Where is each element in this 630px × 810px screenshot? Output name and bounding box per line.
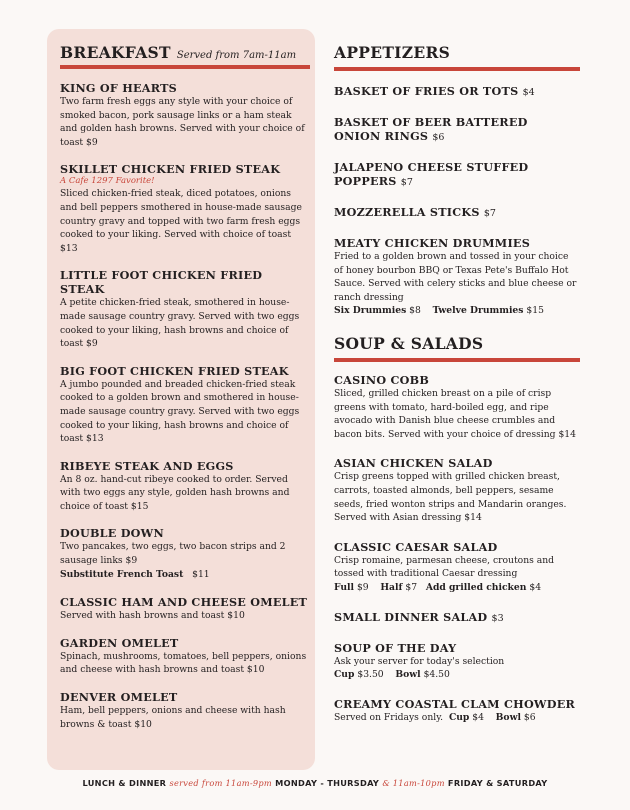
item-desc: Sliced, grilled chicken breast on a pile of crisp greens with tomato, hard-boiled egg, and ripe avocado with Danish blue cheese crumbles and bacon bits. Served with your choice of dressing $14 <box>334 387 576 440</box>
item-name <box>334 205 580 221</box>
item-price: $4 <box>522 87 535 98</box>
footer-weekend-hours: & 11am-10pm <box>382 778 445 788</box>
footer-weekday-hours: served from 11am-9pm <box>169 778 272 788</box>
item-desc: Crisp greens topped with grilled chicken breast, carrots, toasted almonds, bell peppers, sesame seeds, fried wonton strips and Mandarin oranges. Served with Asian dressing $14 <box>334 471 567 524</box>
soups-title: SOUP & SALADS <box>334 333 484 353</box>
item-name: SOUP OF THE DAY <box>334 640 457 655</box>
option-price: $4.50 <box>423 669 450 681</box>
item-title: BASKET OF FRIES OR TOTS <box>334 84 519 98</box>
option-label: Cup <box>334 669 355 681</box>
menu-item <box>334 456 580 524</box>
hours-footer <box>0 778 630 788</box>
option-label: Cup <box>448 711 470 723</box>
menu-item <box>60 526 310 581</box>
item-price: $6 <box>432 132 445 143</box>
appetizers-header <box>334 43 580 62</box>
breakfast-hours: Served from 7am-11am <box>176 50 297 61</box>
menu-item <box>60 690 310 731</box>
item-name: MEATY CHICKEN DRUMMIES <box>334 236 531 250</box>
option-label: Full <box>334 581 355 593</box>
breakfast-title: BREAKFAST <box>60 43 171 62</box>
option-price: $9 <box>356 581 369 593</box>
item-title: BASKET OF BEER BATTERED ONION RINGS <box>334 115 528 143</box>
menu-item <box>334 115 580 145</box>
right-column <box>334 43 580 724</box>
menu-item <box>60 364 310 446</box>
footer-weekend: FRIDAY & SATURDAY <box>447 778 548 788</box>
option-price: $4 <box>529 581 542 593</box>
item-name: SKILLET CHICKEN FRIED STEAK <box>60 162 281 177</box>
menu-item <box>334 641 580 682</box>
item-title: JALAPENO CHEESE STUFFED POPPERS <box>334 160 529 188</box>
item-desc: Sliced chicken-fried steak, diced potatoes, onions and bell peppers smothered in house-made sausage country gravy and topped with two farm fresh eggs cooked to your liking. Served with choice of toast $13 <box>60 188 302 254</box>
item-price: $7 <box>400 177 413 188</box>
item-desc: A jumbo pounded and breaded chicken-fried steak cooked to a golden brown and smothered in house-made sausage country gravy. Served with two eggs cooked to your liking, hash browns and choice of toast $13 <box>60 378 300 445</box>
item-name <box>334 610 580 626</box>
option-price: $6 <box>523 711 536 723</box>
menu-item <box>60 636 310 677</box>
item-price: $3 <box>491 612 504 624</box>
item-title: MOZZERELLA STICKS <box>334 205 480 219</box>
item-desc: Fried to a golden brown and tossed in your choice of honey bourbon BBQ or Texas Pete's Buffalo Hot Sauce. Served with celery sticks and blue cheese or ranch dressing <box>334 251 577 303</box>
item-name <box>334 115 534 145</box>
item-name: CREAMY COASTAL CLAM CHOWDER <box>334 696 576 711</box>
item-desc: A petite chicken-fried steak, smothered in house-made sausage country gravy. Served with two eggs cooked to your liking, hash browns and choice of toast $9 <box>60 297 300 350</box>
item-desc: Served with hash browns and toast $10 <box>60 610 245 622</box>
item-name: CASINO COBB <box>334 372 430 387</box>
section-rule <box>334 358 580 362</box>
item-name: BIG FOOT CHICKEN FRIED STEAK <box>60 363 289 378</box>
menu-item <box>60 459 310 514</box>
option-label: Bowl <box>495 711 521 723</box>
menu-item <box>334 84 580 100</box>
option-label: Add grilled chicken <box>425 581 527 593</box>
item-options <box>334 668 580 682</box>
menu-item <box>334 540 580 595</box>
option-label: Six Drummies <box>334 305 407 317</box>
menu-item <box>60 268 310 350</box>
option-label: Substitute French Toast <box>60 568 184 580</box>
option-price: $4 <box>472 711 484 723</box>
item-desc: An 8 oz. hand-cut ribeye cooked to order. Served with two eggs any style, golden hash browns and choice of toast $15 <box>60 473 290 512</box>
item-name <box>334 84 580 100</box>
option-price: $7 <box>405 581 418 593</box>
item-name: ASIAN CHICKEN SALAD <box>334 456 493 471</box>
option-price: $11 <box>192 568 210 580</box>
menu-item <box>60 81 310 149</box>
item-options <box>334 581 580 595</box>
footer-weekdays: MONDAY - THURSDAY <box>275 778 380 788</box>
option-price: $3.50 <box>357 669 384 681</box>
item-name: RIBEYE STEAK AND EGGS <box>60 458 234 473</box>
menu-item <box>334 160 580 190</box>
item-desc: Ham, bell peppers, onions and cheese with hash browns & toast $10 <box>60 705 286 730</box>
favorite-tag: A Cafe 1297 Favorite! <box>60 176 155 187</box>
item-options <box>334 711 580 725</box>
item-name: DOUBLE DOWN <box>60 526 164 541</box>
soups-header <box>334 334 580 353</box>
item-desc: Served on Fridays only. <box>334 711 444 723</box>
option-price: $15 <box>526 305 544 317</box>
menu-item <box>334 205 580 221</box>
menu-item <box>334 373 580 441</box>
menu-item <box>334 610 580 626</box>
option-label: Bowl <box>395 669 421 681</box>
item-name <box>334 160 534 190</box>
item-name: DENVER OMELET <box>60 690 178 705</box>
item-name: LITTLE FOOT CHICKEN FRIED STEAK <box>60 268 263 297</box>
item-desc: Two pancakes, two eggs, two bacon strips and 2 sausage links $9 <box>60 541 286 567</box>
item-desc: Crisp romaine, parmesan cheese, croutons and tossed with traditional Caesar dressing <box>334 554 555 580</box>
item-name: CLASSIC CAESAR SALAD <box>334 539 498 554</box>
section-rule <box>60 65 310 69</box>
item-desc: Two farm fresh eggs any style with your choice of smoked bacon, pork sausage links or a ham steak and golden hash browns. Served with your choice of toast $9 <box>60 96 305 148</box>
item-name: CLASSIC HAM AND CHEESE OMELET <box>60 595 308 610</box>
footer-lunch-dinner: LUNCH & DINNER <box>82 778 167 788</box>
item-price: $7 <box>483 208 496 219</box>
item-name: KING OF HEARTS <box>60 81 177 95</box>
breakfast-header <box>60 43 310 62</box>
section-rule <box>334 67 580 71</box>
menu-item <box>334 697 580 725</box>
item-name: GARDEN OMELET <box>60 635 179 650</box>
item-options <box>334 304 580 318</box>
item-desc: Ask your server for today's selection <box>334 655 505 667</box>
menu-item <box>60 162 310 255</box>
menu-item <box>60 595 310 623</box>
option-label: Twelve Drummies <box>432 305 524 317</box>
item-option <box>60 568 310 582</box>
option-label: Half <box>380 581 403 593</box>
breakfast-section <box>60 43 310 731</box>
option-price: $8 <box>409 305 421 317</box>
item-title: SMALL DINNER SALAD <box>334 609 488 624</box>
appetizers-title: APPETIZERS <box>334 43 451 62</box>
menu-item <box>334 236 580 318</box>
item-desc: Spinach, mushrooms, tomatoes, bell peppers, onions and cheese with hash browns and toast $10 <box>60 650 307 676</box>
